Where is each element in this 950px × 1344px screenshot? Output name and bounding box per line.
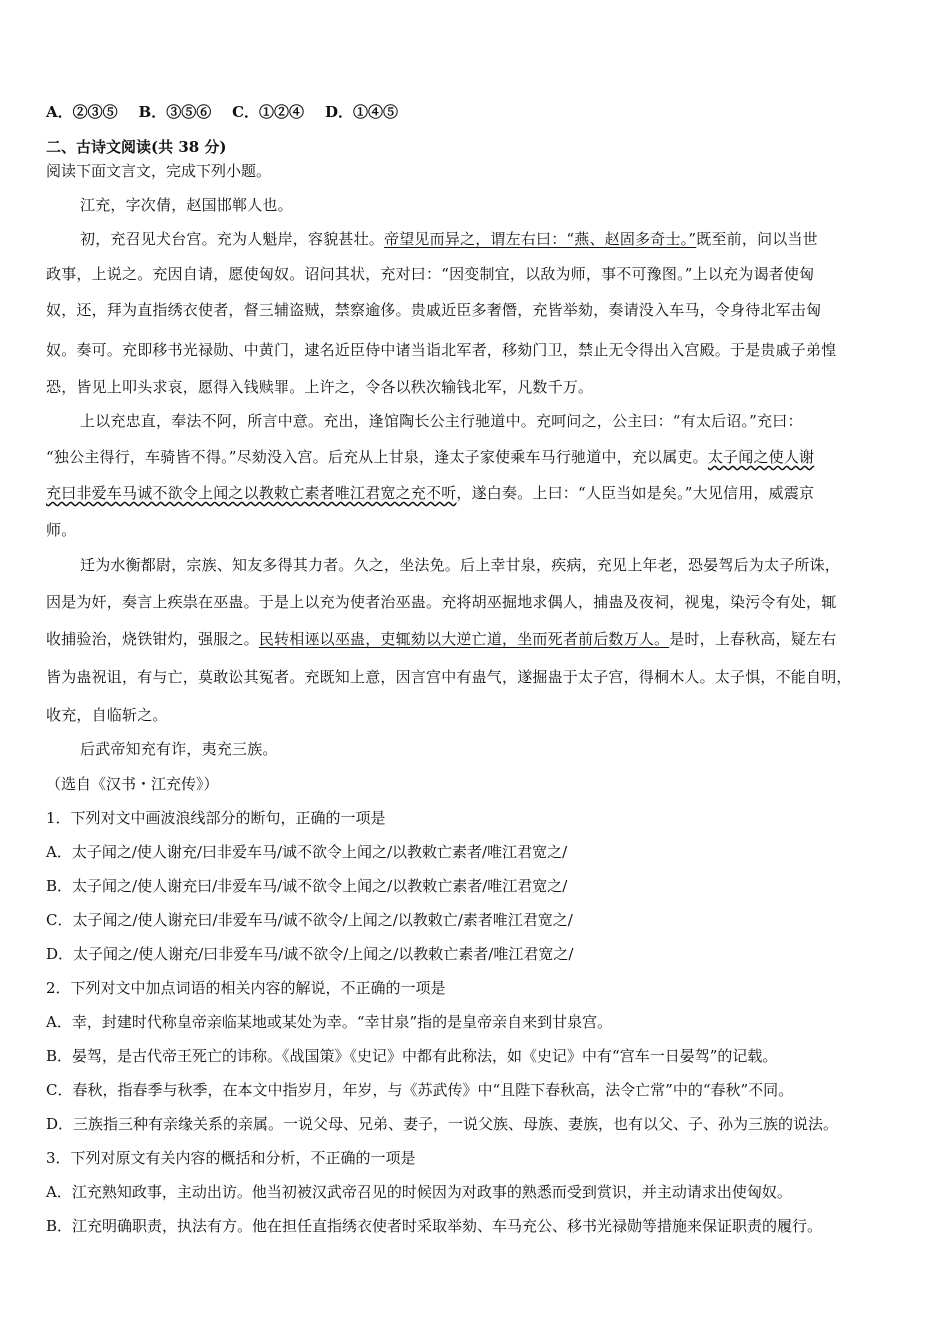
question-option: A．太子闻之/使人谢充/曰非爱车马/诚不欲令上闻之/以教敕亡素者/唯江君宽之/ [46,843,568,861]
question-option: D．太子闻之/使人谢充/曰非爱车马/诚不欲令/上闻之/以教敕亡素者/唯江君宽之/ [46,945,574,963]
passage-text: 初，充召见犬台宫。充为人魁岸，容貌甚壮。 [80,230,385,248]
passage-text: 既至前，问以当世 [696,230,818,248]
answer-options-line [46,102,398,122]
question-option: C．太子闻之/使人谢充曰/非爱车马/诚不欲令/上闻之/以教敕亡/素者唯江君宽之/ [46,911,573,929]
wavy-underlined-text: 太子闻之使人谢 [707,448,815,466]
answer-option-a: A．②③⑤ [46,103,118,121]
passage-p3-line-4: 师。 [46,521,77,539]
passage-p2-line-4: 奴。奏可。充即移书光禄勋、中黄门，逮名近臣侍中诸当诣北军者，移劾门卫，禁止无令得出入宫殿。于是贵戚子弟惶 [46,341,837,359]
wavy-underlined-text: 充曰非爱车马诚不欲令上闻之以教敕亡素者唯江君宽之充不听 [46,484,457,502]
question-stem: 1．下列对文中画波浪线部分的断句，正确的一项是 [46,809,386,827]
passage-p4-line-1: 迁为水衡都尉，宗族、知友多得其力者。久之，坐法免。后上幸甘泉，疾病，充见上年老，恐晏驾后为太子所诛， [80,556,841,574]
passage-p2-line-2: 政事，上说之。充因自请，愿使匈奴。诏问其状，充对曰：“因变制宜，以敌为师，事不可豫图。”上以充为谒者使匈 [46,265,815,283]
passage-p4-line-2: 因是为奸，奏言上疾祟在巫蛊。于是上以充为使者治巫蛊。充将胡巫掘地求偶人，捕蛊及夜祠，视鬼，染污令有处，辄 [46,593,837,611]
section-heading: 二、古诗文阅读(共 38 分) [46,138,227,156]
underlined-sentence: 帝望见而异之，谓左右曰：“燕、赵固多奇士。” [384,230,697,248]
question-stem: 2．下列对文中加点词语的相关内容的解说，不正确的一项是 [46,979,446,997]
passage-p4-line-3 [46,629,836,649]
passage-text: 是时，上春秋高，疑左右 [669,630,837,648]
passage-p3-line-3 [46,483,814,503]
passage-p2-line-1 [80,229,906,249]
passage-source: （选自《汉书・江充传》） [46,775,219,793]
answer-option-c: C．①②④ [232,103,305,121]
question-option: B．晏驾，是古代帝王死亡的讳称。《战国策》《史记》中都有此称法，如《史记》中有“宫车一日晏驾”的记载。 [46,1047,778,1065]
question-option: A．幸，封建时代称皇帝亲临某地或某处为幸。“幸甘泉”指的是皇帝亲自来到甘泉宫。 [46,1013,613,1031]
question-option: C．春秋，指春季与秋季，在本文中指岁月，年岁，与《苏武传》中“且陛下春秋高，法令亡常”中的“春秋”不同。 [46,1081,794,1099]
passage-text: ，遂白奏。上曰：“人臣当如是矣。”大见信用，威震京 [456,484,815,502]
passage-p3-line-2 [46,447,814,467]
question-option: D．三族指三种有亲缘关系的亲属。一说父母、兄弟、妻子，一说父族、母族、妻族，也有以父、子、孙为三族的说法。 [46,1115,839,1133]
passage-p3-line-1: 上以充忠直，奉法不阿，所言中意。充出，逢馆陶长公主行驰道中。充呵问之，公主曰：“有太后诏。”充曰： [80,412,803,430]
passage-text: 收捕验治，烧铁钳灼，强服之。 [46,630,259,648]
passage-paragraph-5: 后武帝知充有诈，夷充三族。 [80,740,278,758]
passage-p2-line-3: 奴，还，拜为直指绣衣使者，督三辅盗贼，禁察逾侈。贵戚近臣多奢僭，充皆举劾，奏请没入车马，令身待北军击匈 [46,301,822,319]
question-option: B．江充明确职责，执法有方。他在担任直指绣衣使者时采取举劾、车马充公、移书光禄勋等措施来保证职责的履行。 [46,1217,823,1235]
question-option: A．江充熟知政事，主动出访。他当初被汉武帝召见的时候因为对政事的熟悉而受到赏识，并主动请求出使匈奴。 [46,1183,792,1201]
passage-p4-line-4: 皆为蛊祝诅，有与亡，莫敢讼其冤者。充既知上意，因言宫中有蛊气，遂掘蛊于太子宫，得桐木人。太子惧，不能自明， [46,668,852,686]
passage-p4-line-5: 收充，自临斩之。 [46,706,168,724]
passage-paragraph-1: 江充，字次倩，赵国邯郸人也。 [80,196,293,214]
passage-text: “独公主得行，车骑皆不得。”尽劾没入宫。后充从上甘泉，逢太子家使乘车马行驰道中，充以属吏。 [46,448,708,466]
underlined-sentence: 民转相诬以巫蛊，吏辄劾以大逆亡道，坐而死者前后数万人。 [258,630,670,648]
passage-p2-line-5: 恐，皆见上叩头求哀，愿得入钱赎罪。上许之，令各以秩次输钱北军，凡数千万。 [46,378,594,396]
section-instruction: 阅读下面文言文，完成下列小题。 [46,162,272,180]
answer-option-d: D．①④⑤ [324,103,398,121]
question-stem: 3．下列对原文有关内容的概括和分析，不正确的一项是 [46,1149,416,1167]
question-option: B．太子闻之/使人谢充曰/非爱车马/诚不欲令上闻之/以教敕亡素者/唯江君宽之/ [46,877,568,895]
answer-option-b: B．③⑤⑥ [138,103,212,121]
